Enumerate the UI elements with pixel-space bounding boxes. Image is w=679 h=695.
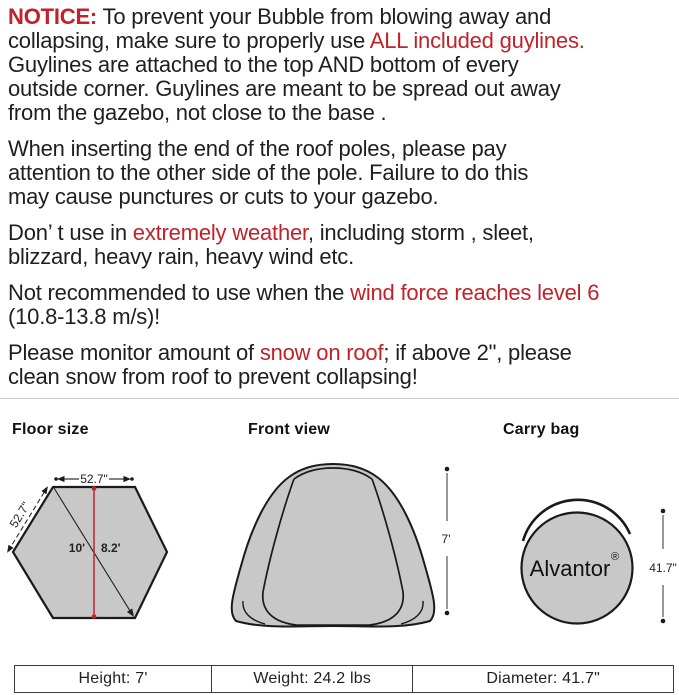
section-divider [0,398,679,399]
brand-label: Alvantor [529,556,611,581]
arrow-icon [5,545,14,555]
notice-paragraph-wind: Not recommended to use when the wind force reaches level 6 (10.8-13.8 m/s)! [8,280,600,329]
floor-size-diagram [0,472,167,619]
highlight-guylines: ALL included guylines. [369,28,585,53]
bag-diameter-label: 41.7" [649,561,677,575]
registered-trademark-icon: ® [611,551,620,563]
arrow-right-icon [124,476,132,482]
notice-section [8,5,676,401]
front-view-title: Front view [248,421,331,438]
inner-height-label: 8.2' [101,541,121,555]
top-width-label: 52.7" [80,472,108,486]
tent-outline-shape [232,464,435,627]
measure-dot [661,509,666,514]
carry-bag-diagram [522,500,677,624]
hexagon-floor-shape [13,487,167,618]
measure-dot [445,467,450,472]
highlight-snow-on-roof: snow on roof [259,340,384,365]
floor-size-title: Floor size [12,421,89,438]
spec-table [14,665,674,693]
highlight-wind-force: wind force reaches level 6 [350,280,600,305]
notice-paragraph-guylines: NOTICE: To prevent your Bubble from blowing away and collapsing, make sure to properly use ALL included guylines. Guylines are attached to the top AND bottom of every outside corner. Guylines are meant to be spread out away from the gazebo, not close to the base . [8,4,585,125]
spec-diameter-cell: Diameter: 41.7" [412,666,673,692]
spec-weight-cell: Weight: 24.2 lbs [211,666,412,692]
arrow-left-icon [57,476,65,482]
measure-dot [92,614,97,619]
tent-height-label: 7' [441,532,451,546]
notice-paragraph-roof-poles: When inserting the end of the roof poles, please pay attention to the other side of the pole. Failure to do this may cause punctures or cuts to your gazebo. [8,136,529,209]
measure-dot [661,619,666,624]
spec-height-cell: Height: 7' [78,670,148,687]
edge-width-label: 52.7" [6,499,34,531]
notice-paragraph-snow: Please monitor amount of snow on roof; if above 2", please clean snow from roof to prevent collapsing! [8,340,572,389]
highlight-extreme-weather: extremely weather [132,220,308,245]
carry-bag-title: Carry bag [503,421,580,438]
notice-label: NOTICE: [8,4,98,29]
notice-paragraph-weather: Don’ t use in extremely weather, including storm , sleet, blizzard, heavy rain, heavy wind etc. [8,220,534,269]
measure-dot [92,486,97,491]
dimension-diagrams [0,400,679,663]
measure-dot [445,611,450,616]
front-view-diagram [232,464,451,627]
diagonal-label: 10' [68,541,85,555]
